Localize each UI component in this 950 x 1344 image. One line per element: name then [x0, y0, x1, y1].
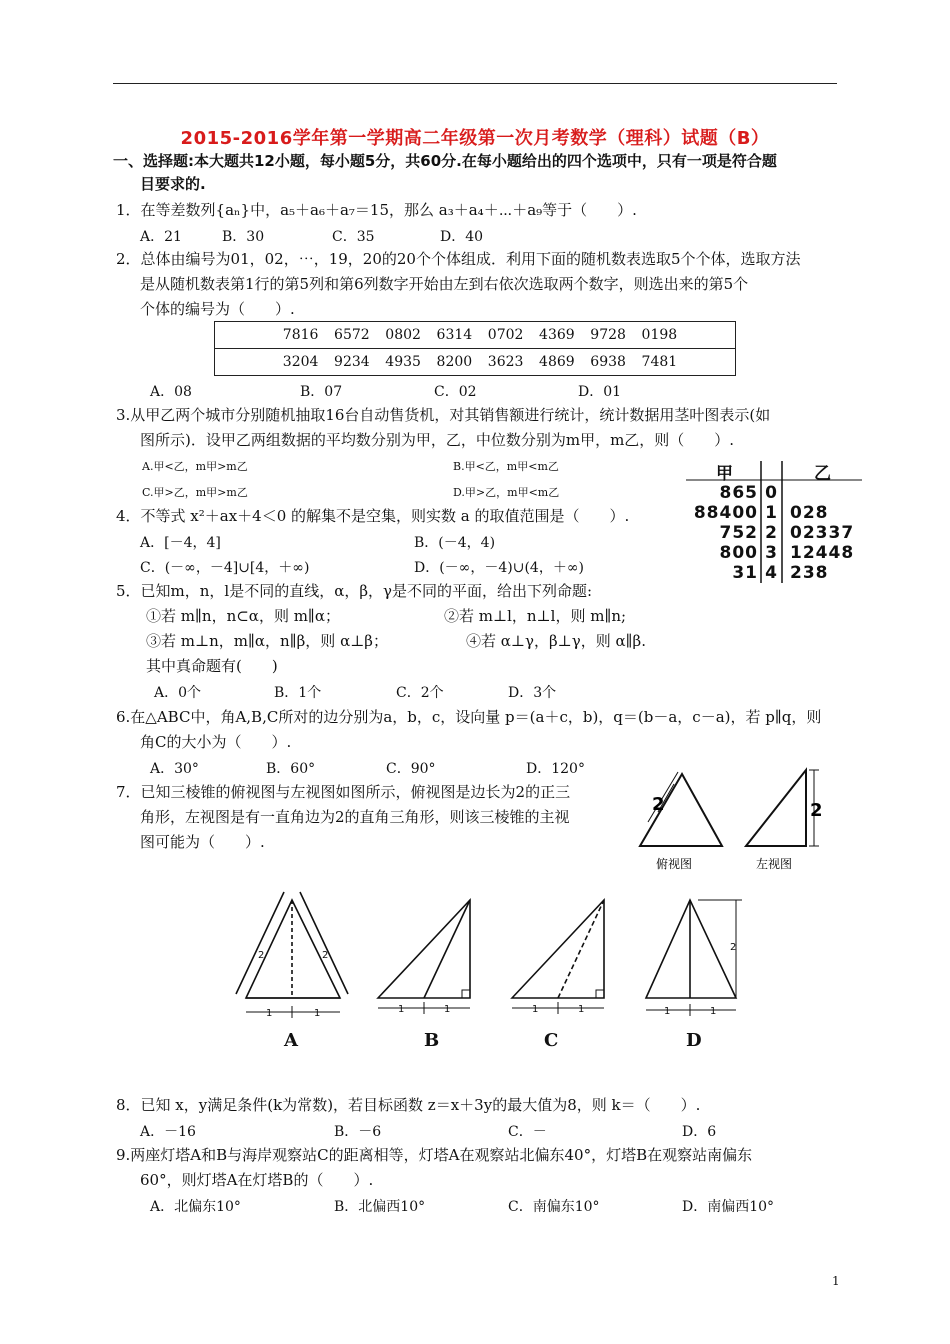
stem-leaf-left: 800	[719, 543, 758, 563]
q5-option-c: C．2个	[396, 685, 444, 701]
table-cell: 0702	[480, 322, 531, 349]
q8-option-b: B．－6	[334, 1124, 382, 1140]
q2-line3: 个体的编号为（ ）.	[140, 300, 295, 318]
q1-option-c: C．35	[332, 229, 375, 245]
random-table-row-1	[215, 322, 736, 349]
q9-option-d: D．南偏西10°	[682, 1199, 775, 1215]
stem-leaf-stem: 2	[765, 523, 777, 543]
section-heading-line1: 一、选择题:本大题共12小题，每小题5分，共60分.在每小题给出的四个选项中，只有一项是符合题	[113, 152, 777, 170]
table-cell: 7816	[275, 322, 326, 349]
q3-option-d: D.甲>乙，m甲<m乙	[453, 486, 560, 499]
q7-choice-figures	[228, 886, 748, 1058]
q2-option-d: D．01	[578, 384, 622, 400]
q6-option-b: B．60°	[266, 761, 316, 777]
choice-a-label: A	[284, 1030, 298, 1051]
stem-leaf-right: 238	[790, 563, 829, 583]
q7-line1: 7．已知三棱锥的俯视图与左视图如图所示，俯视图是边长为2的正三	[116, 783, 571, 801]
table-cell: 3623	[487, 354, 524, 370]
stem-leaf-stem: 0	[765, 483, 777, 503]
table-cell: 0802	[378, 322, 429, 349]
q4-option-d: D．(－∞，－4)∪(4，＋∞)	[414, 560, 584, 576]
q9-line1: 9.两座灯塔A和B与海岸观察站C的距离相等，灯塔A在观察站北偏东40°，灯塔B在观察站南偏东	[116, 1146, 753, 1164]
q5-option-b: B．1个	[274, 685, 322, 701]
table-cell: 4369	[531, 322, 582, 349]
q6-option-d: D．120°	[526, 761, 585, 777]
choice-b-dimension: 1	[398, 1004, 405, 1015]
q2-option-c: C．02	[434, 384, 477, 400]
q2-line2: 是从随机数表第1行的第5列和第6列数字开始由左到右依次选取两个数字，则选出来的第5个	[140, 275, 749, 293]
stem-leaf-plot	[686, 459, 862, 585]
q8-option-c: C．－	[508, 1124, 547, 1140]
table-cell: 3204	[282, 354, 319, 370]
q8-option-d: D．6	[682, 1124, 717, 1140]
stem-leaf-stem: 4	[765, 563, 777, 583]
stem-leaf-left: 88400	[693, 503, 758, 523]
q1-option-d: D．40	[440, 229, 484, 245]
stem-leaf-right: 02337	[790, 523, 855, 543]
q4-option-b: B．(－4，4)	[414, 535, 496, 551]
q5-proposition-2: ②若 m⊥l，n⊥l，则 m∥n;	[444, 607, 627, 625]
choice-b-figure	[378, 900, 470, 1014]
q4-stem: 4．不等式 x²＋ax＋4＜0 的解集不是空集，则实数 a 的取值范围是（ ）.	[116, 507, 630, 525]
q5-option-a: A．0个	[154, 685, 202, 701]
q5-option-d: D．3个	[508, 685, 557, 701]
q7-line2: 角形，左视图是有一直角边为2的直角三角形，则该三棱锥的主视	[140, 808, 570, 826]
q6-option-a: A．30°	[150, 761, 199, 777]
q6-option-c: C．90°	[386, 761, 436, 777]
stem-leaf-stem: 1	[765, 503, 777, 523]
q9-option-c: C．南偏东10°	[508, 1199, 600, 1215]
stem-leaf-left: 865	[719, 483, 758, 503]
q1-option-b: B．30	[222, 229, 265, 245]
choice-d-dimension: 1	[664, 1006, 671, 1017]
q5-proposition-3: ③若 m⊥n，m∥α，n∥β，则 α⊥β；	[146, 632, 388, 650]
q9-line2: 60°，则灯塔A在灯塔B的（ ）.	[140, 1171, 374, 1189]
left-view-dimension: 2	[810, 800, 823, 821]
q6-line2: 角C的大小为（ ）.	[140, 733, 292, 751]
stem-leaf-stem: 3	[765, 543, 777, 563]
table-cell: 6572	[326, 322, 377, 349]
stem-leaf-row	[686, 503, 862, 523]
choice-a-figure	[236, 892, 348, 1018]
stem-leaf-right: 12448	[790, 543, 855, 563]
q2-line1: 2．总体由编号为01，02，⋯，19，20的20个个体组成．利用下面的随机数表选取5个个体，选取方法	[116, 250, 801, 268]
stem-leaf-row	[686, 543, 862, 563]
stem-leaf-row	[686, 523, 862, 543]
choice-a-dimension: 1	[266, 1008, 273, 1019]
table-cell: 0198	[634, 322, 685, 349]
table-cell: 4869	[539, 354, 575, 370]
random-table-row-2	[215, 349, 736, 376]
page-number: 1	[832, 1274, 840, 1288]
top-view-dimension: 2	[652, 794, 665, 815]
choice-d-label: D	[686, 1030, 702, 1051]
table-cell: 9728	[583, 322, 634, 349]
q5-question: 其中真命题有( )	[146, 657, 278, 675]
q4-option-a: A．[－4，4]	[140, 535, 221, 551]
stem-leaf-right-header: 乙	[814, 464, 831, 484]
q4-option-c: C．(－∞，－4]∪[4，＋∞)	[140, 560, 310, 576]
q8-stem: 8．已知 x，y满足条件(k为常数)，若目标函数 z＝x＋3y的最大值为8，则 k＝（ ）.	[116, 1096, 701, 1114]
stem-leaf-header	[686, 459, 862, 484]
section-heading-line2: 目要求的.	[140, 175, 206, 193]
q8-option-a: A．－16	[140, 1124, 196, 1140]
q3-option-c: C.甲>乙，m甲>m乙	[142, 486, 248, 499]
choice-a-dimension: 2	[258, 950, 265, 961]
stem-leaf-left: 31	[732, 563, 758, 583]
table-cell: 9234	[334, 354, 370, 370]
table-cell: 7481	[641, 354, 678, 370]
q5-proposition-1: ①若 m∥n，n⊂α，则 m∥α；	[146, 607, 340, 625]
q3-line2: 图所示)．设甲乙两组数据的平均数分别为甲，乙，中位数分别为m甲，m乙，则（ ）.	[140, 431, 735, 449]
q3-option-a: A.甲<乙，m甲>m乙	[142, 460, 248, 473]
header-rule	[113, 83, 837, 84]
choice-a-dimension: 2	[322, 950, 329, 961]
stem-leaf-right: 028	[790, 503, 829, 523]
choice-d-dimension: 2	[730, 942, 737, 953]
q5-stem: 5．已知m，n，l是不同的直线，α，β，γ是不同的平面，给出下列命题:	[116, 582, 593, 600]
choice-b-label: B	[424, 1030, 440, 1051]
choice-d-figure	[646, 900, 742, 1016]
table-cell: 6314	[429, 322, 480, 349]
q9-option-b: B．北偏西10°	[334, 1199, 426, 1215]
q3-line1: 3.从甲乙两个城市分别随机抽取16台自动售货机，对其销售额进行统计，统计数据用茎叶图表示(如	[116, 406, 771, 424]
choice-c-dimension: 1	[578, 1004, 585, 1015]
q5-proposition-4: ④若 α⊥γ，β⊥γ，则 α∥β.	[466, 632, 646, 650]
q7-line3: 图可能为（ ）.	[140, 833, 265, 851]
q6-line1: 6.在△ABC中，角A,B,C所对的边分别为a，b，c，设向量 p＝(a＋c，b)，q＝(b－a，c－a)，若 p∥q，则	[116, 708, 822, 726]
page-title: 2015-2016学年第一学期高二年级第一次月考数学（理科）试题（B）	[180, 128, 770, 149]
q7-given-views	[634, 764, 844, 876]
left-view-figure	[746, 770, 823, 871]
choice-c-dimension: 1	[532, 1004, 539, 1015]
q1-option-a: A．21	[140, 229, 182, 245]
choice-c-label: C	[544, 1030, 559, 1051]
choice-a-dimension: 1	[314, 1008, 321, 1019]
q2-option-a: A．08	[150, 384, 192, 400]
choice-c-figure	[512, 900, 604, 1014]
stem-leaf-left-header: 甲	[716, 464, 733, 484]
top-view-figure	[640, 772, 722, 871]
q2-option-b: B．07	[300, 384, 343, 400]
stem-leaf-row	[686, 483, 862, 503]
top-view-label: 俯视图	[656, 857, 693, 871]
table-cell: 4935	[385, 354, 421, 370]
choice-d-dimension: 1	[710, 1006, 717, 1017]
random-number-table	[214, 321, 736, 376]
stem-leaf-row	[686, 563, 862, 583]
table-cell: 6938	[590, 354, 626, 370]
table-cell: 8200	[436, 354, 473, 370]
q9-option-a: A．北偏东10°	[150, 1199, 241, 1215]
stem-leaf-left: 752	[719, 523, 758, 543]
q1-stem: 1．在等差数列{aₙ}中，a₅＋a₆＋a₇＝15，那么 a₃＋a₄＋⋯＋a₉等于（ ）.	[116, 201, 637, 219]
choice-b-dimension: 1	[444, 1004, 451, 1015]
q3-option-b: B.甲<乙，m甲<m乙	[453, 460, 559, 473]
left-view-label: 左视图	[756, 857, 793, 871]
